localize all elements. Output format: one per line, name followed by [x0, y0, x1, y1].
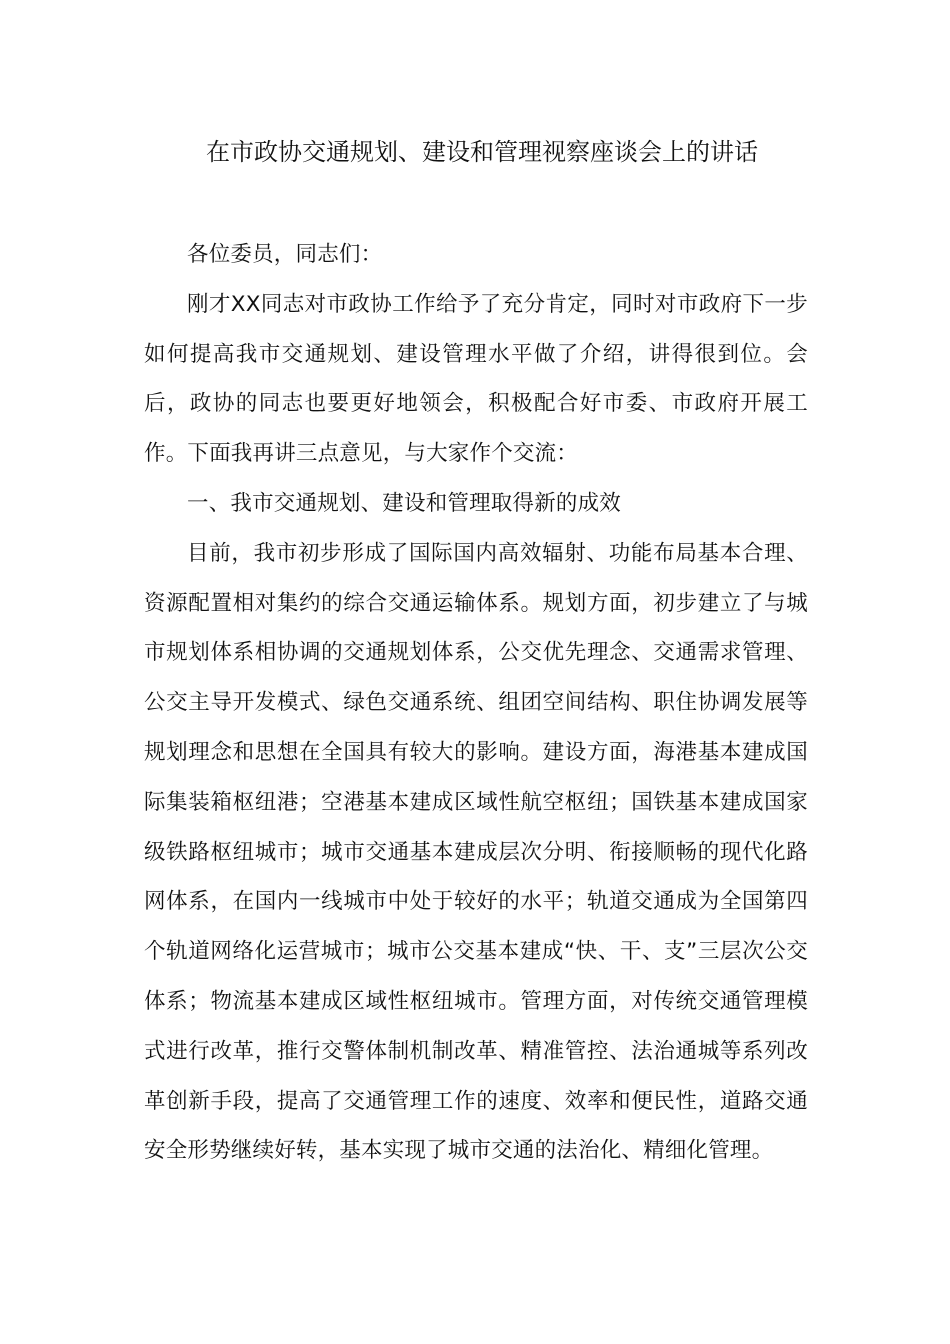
document-body	[144, 230, 808, 1176]
body-paragraph: 刚才XX同志对市政协工作给予了充分肯定，同时对市政府下一步如何提高我市交通规划、建设管理水平做了介绍，讲得很到位。会后，政协的同志也要更好地领会，积极配合好市委、市政府开展工作。下面我再讲三点意见，与大家作个交流：	[144, 291, 808, 467]
section-heading: 一、我市交通规划、建设和管理取得新的成效	[187, 490, 622, 516]
body-paragraph: 目前，我市初步形成了国际国内高效辐射、功能布局基本合理、资源配置相对集约的综合交通运输体系。规划方面，初步建立了与城市规划体系相协调的交通规划体系，公交优先理念、交通需求管理、公交主导开发模式、绿色交通系统、组团空间结构、职住协调发展等规划理念和思想在全国具有较大的影响。建设方面，海港基本建成国际集装箱枢纽港；空港基本建成区域性航空枢纽；国铁基本建成国家级铁路枢纽城市；城市交通基本建成层次分明、衔接顺畅的现代化路网体系，在国内一线城市中处于较好的水平；轨道交通成为全国第四个轨道网络化运营城市；城市公交基本建成“快、干、支”三层次公交体系；物流基本建成区域性枢纽城市。管理方面，对传统交通管理模式进行改革，推行交警体制机制改革、精准管控、法治通城等系列改革创新手段，提高了交通管理工作的速度、效率和便民性，道路交通安全形势继续好转，基本实现了城市交通的法治化、精细化管理。	[144, 540, 808, 1164]
greeting-paragraph: 各位委员，同志们：	[187, 242, 383, 267]
document-title: 在市政协交通规划、建设和管理视察座谈会上的讲话	[206, 138, 758, 166]
